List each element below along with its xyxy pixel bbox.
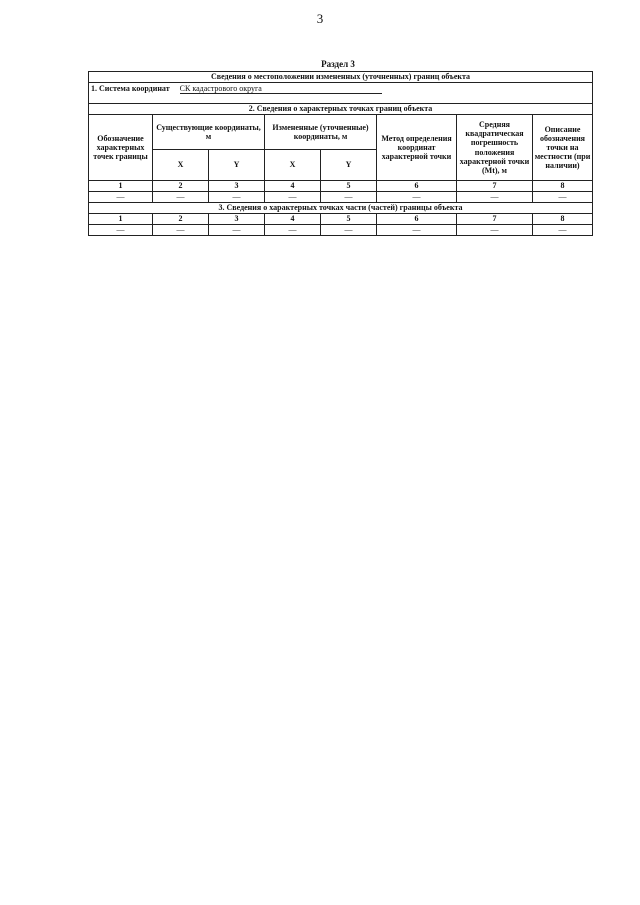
column-number: 1 (89, 181, 153, 192)
header-changed-x: X (265, 150, 321, 181)
column-number: 4 (265, 181, 321, 192)
table-cell: — (457, 225, 533, 236)
table-row (89, 192, 593, 203)
section-title: Раздел 3 (321, 59, 355, 69)
page-number: 3 (316, 11, 324, 26)
header-method: Метод определения координат характерной точки (377, 115, 457, 181)
column-number: 8 (533, 181, 593, 192)
table-cell: — (209, 225, 265, 236)
table-cell: — (89, 225, 153, 236)
coordinate-system-row (89, 83, 593, 104)
table-cell: — (533, 192, 593, 203)
table-cell: — (533, 225, 593, 236)
table-cell: — (209, 192, 265, 203)
column-number: 2 (153, 214, 209, 225)
header-existing-y: Y (209, 150, 265, 181)
table-cell: — (321, 225, 377, 236)
table-title: Сведения о местоположении измененных (уточненных) границ объекта (89, 72, 593, 83)
column-number: 5 (321, 214, 377, 225)
column-number: 5 (321, 181, 377, 192)
coordinate-system-value: СК кадастрового округа (180, 83, 382, 94)
table-cell: — (457, 192, 533, 203)
table-cell: — (321, 192, 377, 203)
table-row (89, 225, 593, 236)
column-number: 1 (89, 214, 153, 225)
header-changed-y: Y (321, 150, 377, 181)
table-cell: — (89, 192, 153, 203)
coordinate-system-label: 1. Система координат (91, 84, 170, 93)
column-number: 6 (377, 181, 457, 192)
column-number: 7 (457, 181, 533, 192)
column-number: 2 (153, 181, 209, 192)
column-number: 6 (377, 214, 457, 225)
table-cell: — (265, 192, 321, 203)
boundary-table (88, 71, 593, 236)
points-section-title: 2. Сведения о характерных точках границ объекта (89, 104, 593, 115)
column-number: 4 (265, 214, 321, 225)
table-cell: — (377, 225, 457, 236)
table-cell: — (153, 192, 209, 203)
column-number: 7 (457, 214, 533, 225)
header-changed: Измененные (уточненные) координаты, м (265, 115, 377, 150)
table-cell: — (265, 225, 321, 236)
header-description: Описание обозначения точки на местности (при наличии) (533, 115, 593, 181)
header-error: Средняя квадратическая погрешность положения характерной точки (Mt), м (457, 115, 533, 181)
header-existing: Существующие координаты, м (153, 115, 265, 150)
table-cell: — (377, 192, 457, 203)
column-number: 8 (533, 214, 593, 225)
header-designation: Обозначение характерных точек границы (89, 115, 153, 181)
header-existing-x: X (153, 150, 209, 181)
column-number: 3 (209, 181, 265, 192)
column-number: 3 (209, 214, 265, 225)
part-section-title: 3. Сведения о характерных точках части (частей) границы объекта (89, 203, 593, 214)
table-cell: — (153, 225, 209, 236)
